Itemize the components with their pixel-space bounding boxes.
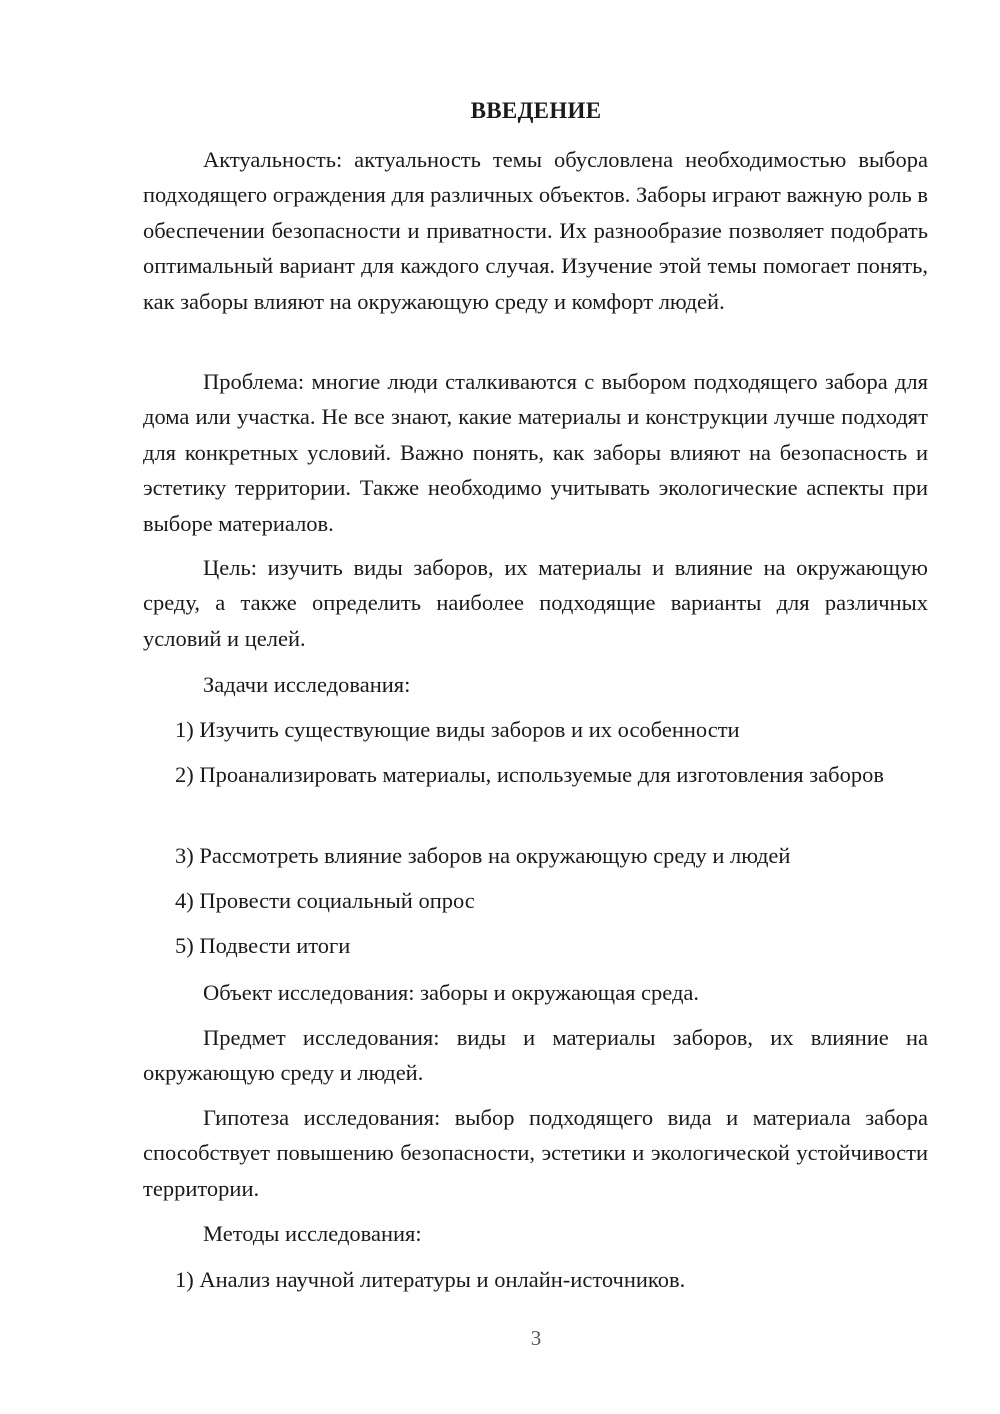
goal-paragraph: Цель: изучить виды заборов, их материалы и влияние на окружающую среду, а также определить наиболее подходящие варианты для различных условий и целей. <box>143 555 928 651</box>
task-item-1: 1) Изучить существующие виды заборов и их особенности <box>175 717 740 742</box>
page-title: ВВЕДЕНИЕ <box>470 98 602 123</box>
tasks-heading: Задачи исследования: <box>203 672 411 697</box>
task-item-5: 5) Подвести итоги <box>175 933 351 958</box>
object-paragraph: Объект исследования: заборы и окружающая среда. <box>203 980 700 1005</box>
subject-paragraph: Предмет исследования: виды и материалы заборов, их влияние на окружающую среду и людей. <box>143 1025 928 1086</box>
page-number: 3 <box>530 1326 542 1350</box>
task-item-4: 4) Провести социальный опрос <box>175 888 475 913</box>
relevance-paragraph: Актуальность: актуальность темы обусловлена необходимостью выбора подходящего ограждения для различных объектов. Заборы играют важную роль в обеспечении безопасности и приватности. Их разнообразие позволяет подобрать оптимальный вариант для каждого случая. Изучение этой темы помогает понять, как заборы влияют на окружающую среду и комфорт людей. <box>143 147 928 314</box>
task-item-3: 3) Рассмотреть влияние заборов на окружающую среду и людей <box>175 843 791 868</box>
hypothesis-paragraph: Гипотеза исследования: выбор подходящего вида и материала забора способствует повышению безопасности, эстетики и экологической устойчивости территории. <box>143 1105 928 1201</box>
method-item-1: 1) Анализ научной литературы и онлайн-источников. <box>175 1267 686 1292</box>
problem-paragraph: Проблема: многие люди сталкиваются с выбором подходящего забора для дома или участка. Не все знают, какие материалы и конструкции лучше подходят для конкретных условий. Важно понять, как заборы влияют на безопасность и эстетику территории. Также необходимо учитывать экологические аспекты при выборе материалов. <box>143 369 928 536</box>
task-item-2: 2) Проанализировать материалы, используемые для изготовления заборов <box>175 762 884 787</box>
methods-heading: Методы исследования: <box>203 1221 422 1246</box>
